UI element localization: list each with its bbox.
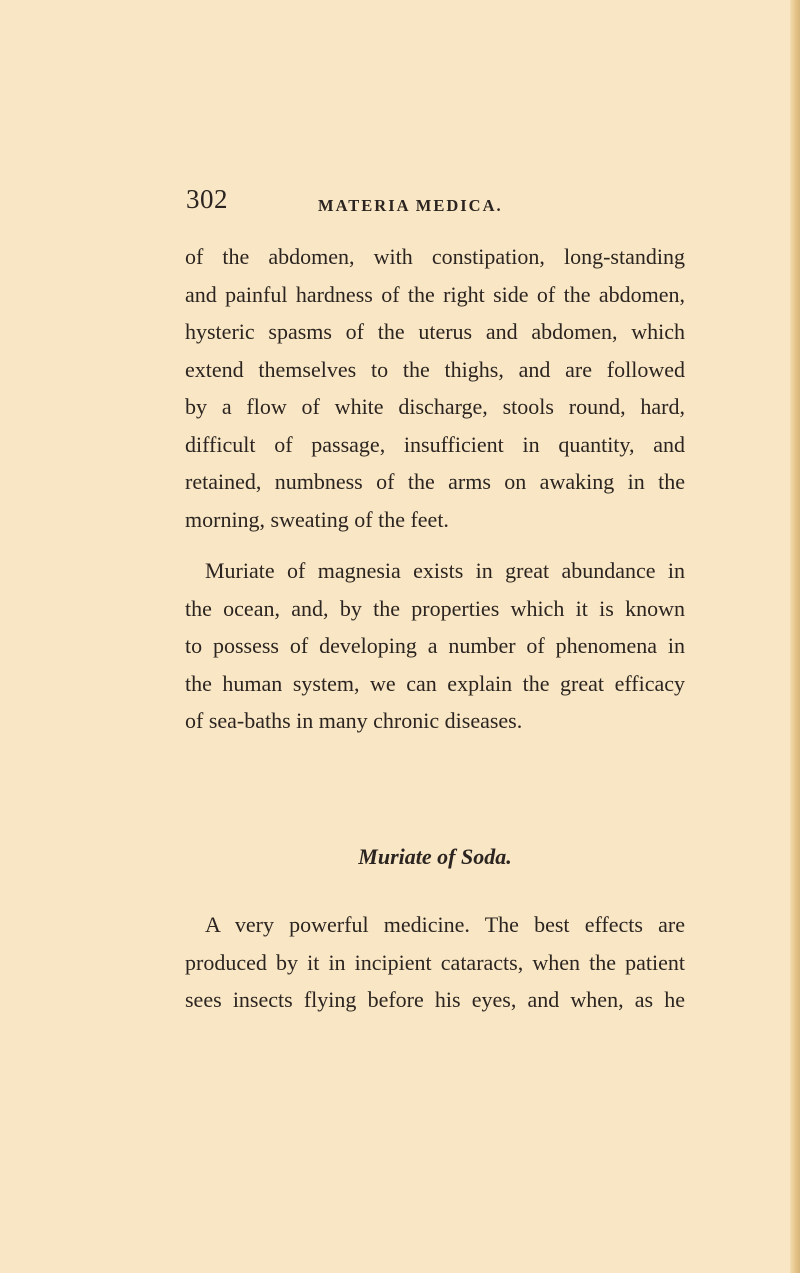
paragraph-continuation [185, 238, 685, 538]
text-line: produced by it in incipient cataracts, when the patient [185, 949, 685, 975]
page-header [186, 184, 546, 224]
text-line: the ocean, and, by the properties which it is known [185, 595, 685, 621]
page-edge-shadow [790, 0, 800, 1273]
text-line: of the abdomen, with constipation, long-standing [185, 244, 685, 269]
running-title: MATERIA MEDICA. [318, 196, 503, 215]
text-line: sees insects flying before his eyes, and when, as he [185, 987, 685, 1012]
page-number: 302 [186, 184, 228, 214]
text-line: by a flow of white discharge, stools round, hard, [185, 394, 685, 419]
text-line: Muriate of magnesia exists in great abundance in [205, 558, 685, 583]
text-line: to possess of developing a number of phenomena in [185, 633, 685, 658]
text-line: extend themselves to the thighs, and are followed [185, 356, 685, 382]
text-line: the human system, we can explain the great efficacy [185, 670, 685, 696]
text-line: A very powerful medicine. The best effects are [205, 912, 685, 937]
section-heading: Muriate of Soda. [358, 844, 512, 869]
paragraph-muriate-of-soda [185, 906, 685, 1019]
text-line: and painful hardness of the right side of the abdomen, [185, 281, 685, 307]
text-line: difficult of passage, insufficient in quantity, and [185, 431, 685, 457]
text-line: of sea-baths in many chronic diseases. [185, 708, 523, 733]
paragraph-muriate-of-magnesia [185, 552, 685, 740]
text-line: morning, sweating of the feet. [185, 506, 449, 532]
text-line: hysteric spasms of the uterus and abdomen, which [185, 319, 685, 344]
text-line: retained, numbness of the arms on awaking in the [185, 469, 685, 494]
